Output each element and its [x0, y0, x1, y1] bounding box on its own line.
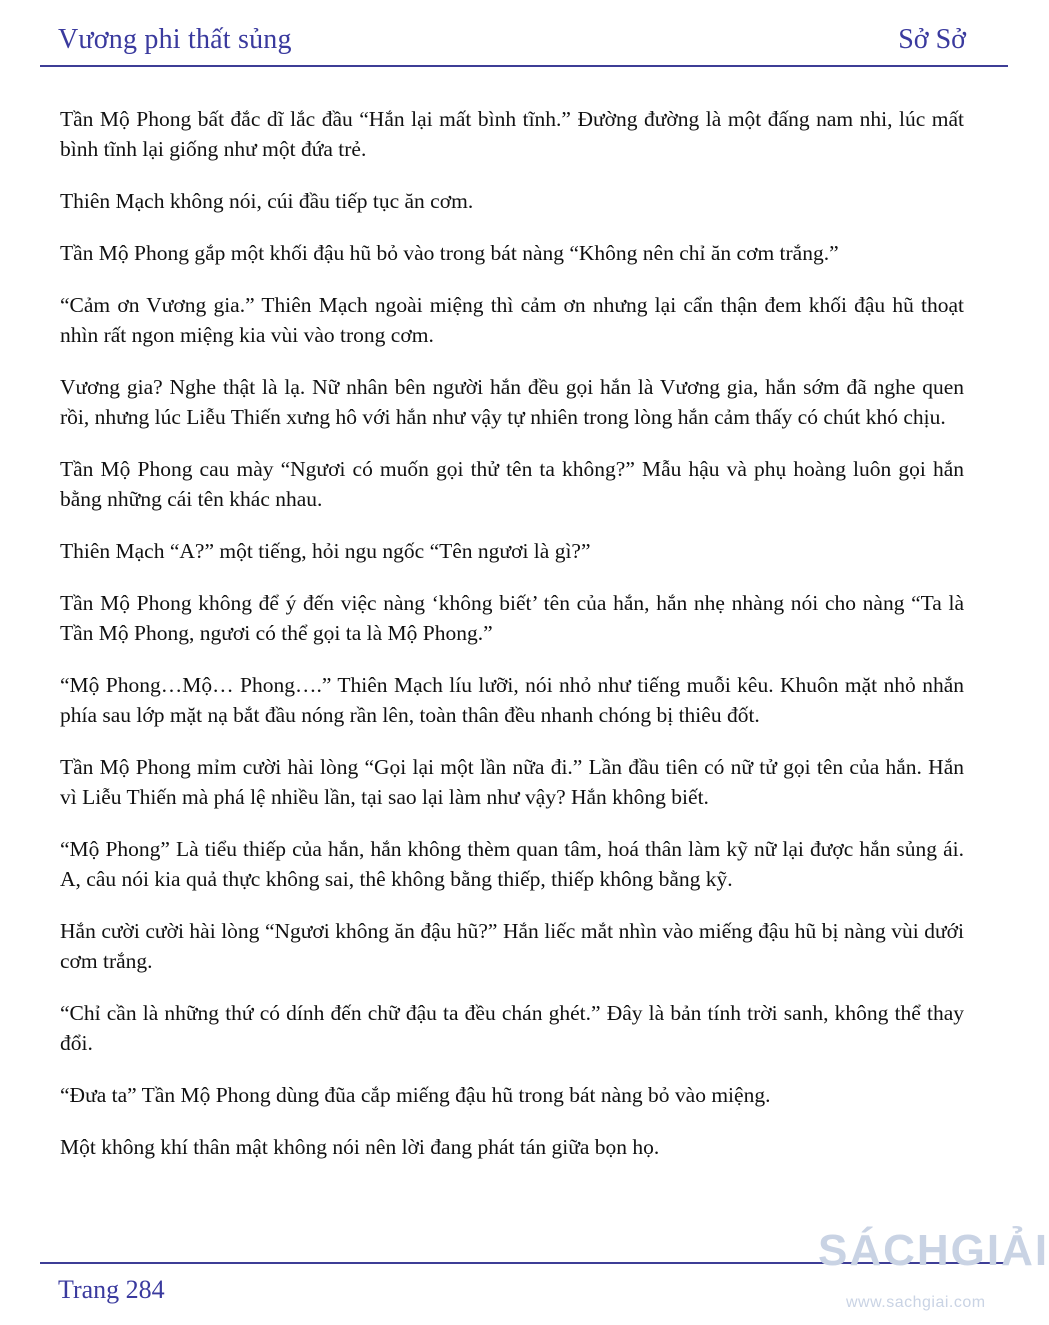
- page-body: [60, 104, 964, 1184]
- logo-url: www.sachgiai.com: [846, 1294, 986, 1311]
- page-number: Trang 284: [58, 1275, 165, 1304]
- author-name: Sở Sở: [898, 24, 966, 55]
- book-title: Vương phi thất sủng: [58, 24, 292, 55]
- paragraph: Tần Mộ Phong không để ý đến việc nàng ‘không biết’ tên của hắn, hắn nhẹ nhàng nói cho nàng “Ta là Tần Mộ Phong, ngươi có thể gọi ta là Mộ Phong.”: [60, 591, 964, 645]
- paragraph: “Mộ Phong” Là tiểu thiếp của hắn, hắn không thèm quan tâm, hoá thân làm kỹ nữ lại được hắn sủng ái. A, câu nói kia quả thực không sai, thê không bằng thiếp, thiếp không bằng kỹ.: [60, 837, 964, 891]
- sachgiai-watermark-logo: [818, 1216, 1049, 1321]
- paragraph: “Mộ Phong…Mộ… Phong….” Thiên Mạch líu lưỡi, nói nhỏ như tiếng muỗi kêu. Khuôn mặt nhỏ nhắn phía sau lớp mặt nạ bắt đầu nóng rần lên, toàn thân đều nhanh chóng bị thiêu đốt.: [60, 673, 964, 727]
- paragraph: Hắn cười cười hài lòng “Ngươi không ăn đậu hũ?” Hắn liếc mắt nhìn vào miếng đậu hũ bị nàng vùi dưới cơm trắng.: [60, 919, 964, 973]
- paragraph: Tần Mộ Phong bất đắc dĩ lắc đầu “Hắn lại mất bình tĩnh.” Đường đường là một đấng nam nhi, lúc mất bình tĩnh lại giống như một đứa trẻ.: [60, 107, 964, 161]
- paragraph: Tần Mộ Phong gắp một khối đậu hũ bỏ vào trong bát nàng “Không nên chỉ ăn cơm trắng.”: [60, 241, 839, 265]
- paragraph: “Cảm ơn Vương gia.” Thiên Mạch ngoài miệng thì cảm ơn nhưng lại cẩn thận đem khối đậu hũ thoạt nhìn rất ngon miệng kia vùi vào trong cơm.: [60, 293, 964, 347]
- logo-text: SÁCHGIẢI: [818, 1226, 1049, 1275]
- header-divider: [40, 65, 1008, 67]
- paragraph: Một không khí thân mật không nói nên lời đang phát tán giữa bọn họ.: [60, 1135, 660, 1159]
- paragraph: Tần Mộ Phong cau mày “Ngươi có muốn gọi thử tên ta không?” Mẫu hậu và phụ hoàng luôn gọi hắn bằng những cái tên khác nhau.: [60, 457, 964, 511]
- paragraph: Thiên Mạch không nói, cúi đầu tiếp tục ăn cơm.: [60, 189, 474, 213]
- paragraph: Vương gia? Nghe thật là lạ. Nữ nhân bên người hắn đều gọi hắn là Vương gia, hắn sớm đã nghe quen rồi, nhưng lúc Liễu Thiến xưng hô với hắn như vậy tự nhiên trong lòng hắn cảm thấy có chút khó chịu.: [60, 375, 964, 429]
- paragraph: Thiên Mạch “A?” một tiếng, hỏi ngu ngốc “Tên ngươi là gì?”: [60, 539, 591, 563]
- paragraph: Tần Mộ Phong mỉm cười hài lòng “Gọi lại một lần nữa đi.” Lần đầu tiên có nữ tử gọi tên của hắn. Hắn vì Liễu Thiến mà phá lệ nhiều lần, tại sao lại làm như vậy? Hắn không biết.: [60, 755, 964, 809]
- paragraph: “Đưa ta” Tần Mộ Phong dùng đũa cắp miếng đậu hũ trong bát nàng bỏ vào miệng.: [60, 1083, 771, 1107]
- paragraph: “Chỉ cần là những thứ có dính đến chữ đậu ta đều chán ghét.” Đây là bản tính trời sanh, không thể thay đổi.: [60, 1001, 964, 1055]
